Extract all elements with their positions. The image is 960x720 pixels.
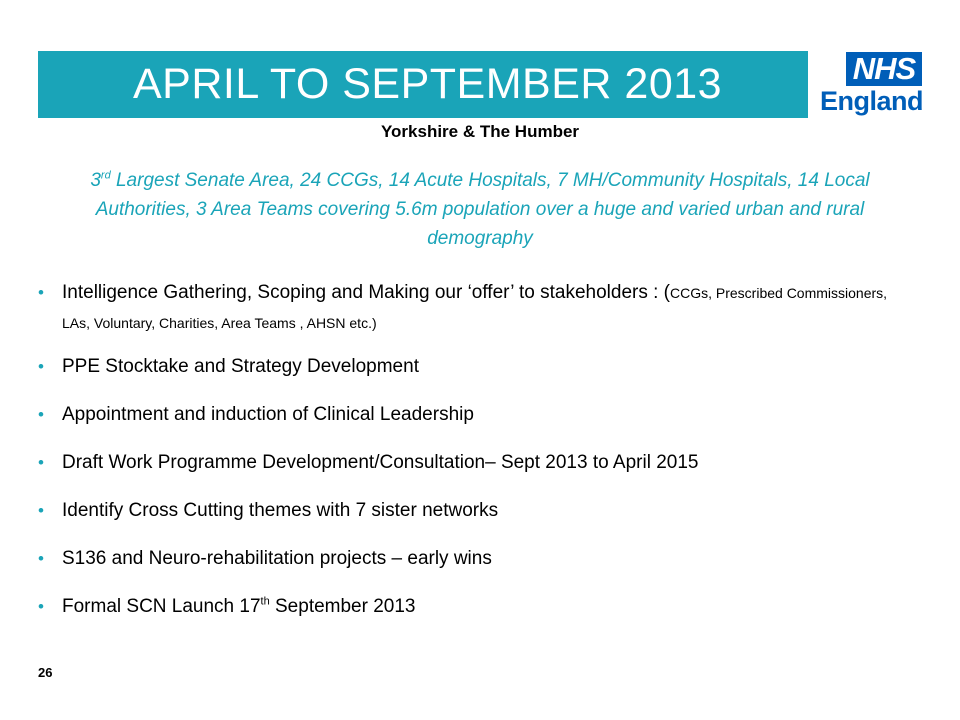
bullet-item	[38, 496, 918, 526]
bullet-item	[38, 352, 918, 382]
bullet-list	[38, 278, 918, 640]
bullet-item	[38, 400, 918, 430]
bullet-item	[38, 278, 918, 338]
slide-title: APRIL TO SEPTEMBER 2013	[133, 60, 723, 108]
bullet-text: Identify Cross Cutting themes with 7 sister networks	[62, 500, 499, 521]
title-bar	[38, 51, 808, 118]
bullet-text: Intelligence Gathering, Scoping and Making our ‘offer’ to stakeholders : (	[62, 282, 670, 303]
bullet-text: Formal SCN Launch 17	[62, 596, 261, 617]
bullet-item	[38, 448, 918, 478]
nhs-logo-box	[846, 52, 922, 86]
bullet-text: S136 and Neuro-rehabilitation projects – early wins	[62, 548, 492, 569]
bullet-text: PPE Stocktake and Strategy Development	[62, 356, 419, 377]
bullet-item	[38, 592, 918, 622]
bullet-item	[38, 544, 918, 574]
summary-ordinal-number: 3	[90, 170, 101, 191]
bullet-text: Appointment and induction of Clinical Leadership	[62, 404, 474, 425]
bullet-text: Draft Work Programme Development/Consultation– Sept 2013 to April 2015	[62, 452, 699, 473]
nhs-logo-name: England	[820, 86, 923, 116]
nhs-england-logo	[818, 50, 926, 120]
region-summary	[55, 166, 905, 253]
summary-text: Largest Senate Area, 24 CCGs, 14 Acute Hospitals, 7 MH/Community Hospitals, 14 Local Authorities, 3 Area Teams covering 5.6m population over a huge and varied urban and rural demography	[95, 170, 870, 249]
bullet-small-text: CCGs, Prescribed Commissioners, LAs, Voluntary, Charities, Area Teams , AHSN etc.)	[62, 285, 888, 331]
bullet-text-after: September 2013	[269, 596, 416, 617]
region-heading: Yorkshire & The Humber	[380, 122, 580, 141]
summary-ordinal-suffix: rd	[100, 169, 111, 182]
bullet-superscript: th	[260, 595, 270, 608]
nhs-logo-mark: NHS	[852, 51, 916, 86]
page-number: 26	[38, 665, 53, 680]
